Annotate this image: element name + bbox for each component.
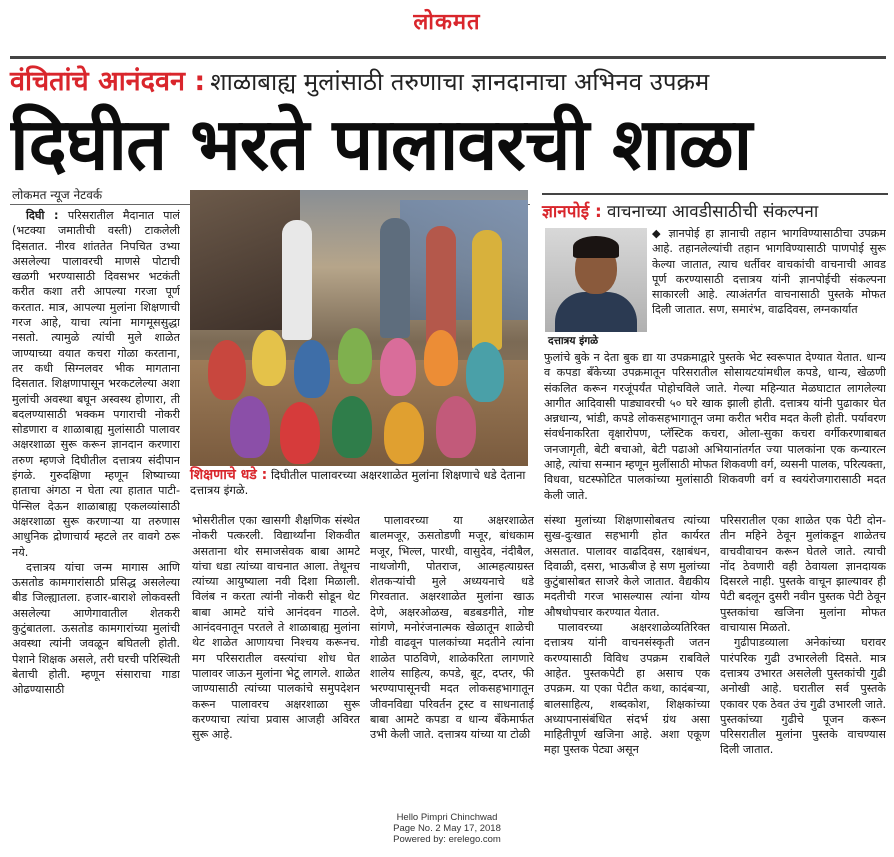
sidebar-text-bottom bbox=[544, 350, 886, 508]
article-column-3 bbox=[370, 513, 534, 806]
photo-child bbox=[384, 402, 424, 464]
article-paragraph: भोसरीतील एका खासगी शैक्षणिक संस्थेत नोकरी पत्करली. विद्यार्थ्यांना शिकवीत असताना थोर समाजसेवक बाबा आमटे यांचा धडा त्यांच्या वाचनात आला. तेथूनच त्यांच्या आयुष्याला नवी दिशा मिळाली. विलंब न करता त्यांनी नोकरी सोडून थेट बाबा आमटे यांचे आनंदवन गाठले. आनंदवनातून परतले ते शाळाबाह्य मुलांना थेट शाळेत आणायचा निश्चय करूनच. मग परिसरातील वस्त्यांचा शोध घेत पालावर जाऊन मुलांना भेटू लागले. शाळेत जाण्यासाठी त्यांच्या पालकांचे समुपदेशन करून पालावरच अक्षरशाळा सुरू करण्याचा त्यांचा प्रवास आजही अविरत सुरू आहे. bbox=[192, 514, 360, 742]
photo-child bbox=[332, 396, 372, 458]
photo-child bbox=[252, 330, 286, 386]
sidebar-title: वाचनाच्या आवडीसाठीची संकल्पना bbox=[606, 202, 819, 222]
photo-child bbox=[208, 340, 246, 400]
sidebar-paragraph: ◆ ज्ञानपोई हा ज्ञानाची तहान भागविण्यासाठीचा उपक्रम आहे. तहानलेल्यांची तहान भागविण्यासाठी पाणपोई सुरू केल्या जातात, त्याच धर्तीवर वाचकांची वाचनाची आवड पूर्ण करण्यासाठी दत्तात्रय यांनी ज्ञानपोईची संकल्पना साकारली आहे. त्याअंतर्गत वाचनासाठी पुस्तके मोफत दिली जातात. सण, समारंभ, वाढदिवस, लग्नकार्यात bbox=[652, 227, 886, 317]
sidebar-text-top bbox=[652, 226, 886, 346]
footer-page-date: Page No. 2 May 17, 2018 bbox=[393, 823, 501, 834]
photo-child bbox=[424, 330, 458, 386]
caption-text: दिघीतील पालावरच्या अक्षरशाळेत मुलांना शिक्षणाचे धडे देताना दत्तात्रय इंगळे. bbox=[190, 468, 526, 497]
portrait-hair bbox=[573, 236, 619, 258]
dateline: दिघी : bbox=[26, 209, 59, 222]
photo-child bbox=[380, 338, 416, 396]
page-footer bbox=[0, 812, 894, 845]
photo-tarp bbox=[400, 200, 528, 320]
article-photo bbox=[190, 190, 528, 466]
article-column-2 bbox=[192, 513, 360, 806]
article-column-5 bbox=[720, 513, 886, 806]
byline: लोकमत न्यूज नेटवर्क bbox=[12, 188, 103, 202]
sidebar-paragraph: फुलांचे बुके न देता बुक द्या या उपक्रमाद्वारे पुस्तके भेट स्वरूपात देण्यात येतात. धान्य व कपडा बँकेच्या उपक्रमातून परिसरातील सोसायटयांमधील कपडे, धान्य, खेळणी संकलित करून गरजूंपर्यंत पोहोचविले जाते. गेल्या महिन्यात मेळघाटात लागलेल्या आगीत आदिवासी पाड्यावरची ५० घरे खाक झाली होती. दत्तात्रय यांनी पुढाकार घेत अन्नधान्य, भांडी, कपडे लोकसहभागातून जमा करीत भरीव मदत केली होती. पर्यावरण संवर्धनाकरिता वृक्षारोपण, प्लॅस्टिक कचरा, ओला-सुका कचरा वर्गीकरणाबाबत जनजागृती, बेटी बचाओ, बेटी पढाओ अभियानांतर्गत ज्या पालकांना एक कन्यारत्न आहे, त्यांचा सन्मान म्हणून मुलींसाठी मोफत शिकवणी वर्ग, व्यसनी पालक, परित्यक्ता, विधवा, घटस्फोटित पालकांच्या मुलांसाठी शिकवणी वर्ग व स्वयंरोजगारासाठी मदत केली जाते. bbox=[544, 351, 886, 502]
article-paragraph: गुढीपाडव्याला अनेकांच्या घरावर पारंपरिक गुढी उभारलेली दिसते. मात्र दत्तात्रय उभारत असलेली पुस्तकांची गुढी अनोखी आहे. घरातील सर्व पुस्तके एकावर एक ठेवत उंच गुढी उभारली जाते. पुस्तकांच्या गुढीचे पूजन करून परिसरातील मुलांना पुस्तके वाचण्यास दिली जातात. bbox=[720, 636, 886, 757]
photo-adult bbox=[426, 226, 456, 346]
kicker-line bbox=[10, 56, 886, 96]
article-paragraph: परिसरातील एका शाळेत एक पेटी दोन-तीन महिने ठेवून मुलांकडून शाळेतच वाचवीवाचन करून घेतले जाते. त्याची नोंद ठेवणारी वही ठेवायला ज्ञानदायक दिसरले नाही. पुस्तके वाचून झाल्यावर ही पेटी बदलून दुसरी नवीन पुस्तक पेटी ठेवून पुस्तकांचा खजिना मुलांना मोफत वाचायास मिळतो. bbox=[720, 514, 886, 635]
portrait-photo bbox=[545, 228, 647, 332]
caption-tag: शिक्षणाचे धडे : bbox=[190, 467, 268, 483]
article-paragraph: संस्था मुलांच्या शिक्षणासोबतच त्यांच्या सुख-दुःखात सहभागी होत कार्यरत असतात. पालावर वाढदिवस, रक्षाबंधन, दिवाळी, दसरा, भाऊबीज हे सण मुलांच्या कुटुंबासोबत साजरे केले जातात. वैद्यकीय मदतीची गरज भासल्यास त्यांना योग्य औषधोपचार करण्यात येतात. bbox=[544, 514, 710, 619]
photo-child bbox=[338, 328, 372, 384]
portrait-shirt bbox=[555, 292, 637, 332]
article-paragraph: पालावरच्या अक्षरशाळेव्यतिरिक्त दत्तात्रय यांनी वाचनसंस्कृती जतन करण्यासाठी विविध उपक्रम राबविले आहेत. पुस्तकपेटी हा असाच एक उपक्रम. या एका पेटीत कथा, कादंबऱ्या, बालसाहित्य, शब्दकोश, शिक्षकांच्या अध्यापनासंबंधित संदर्भ ग्रंथ असा माहितीपूर्ण खजिना आहे. अशा एकूण महा पुस्तक पेट्या असून bbox=[544, 621, 710, 757]
photo-adult bbox=[380, 218, 410, 338]
photo-child bbox=[436, 396, 476, 458]
sidebar-heading bbox=[542, 193, 888, 222]
article-column-4 bbox=[544, 513, 710, 806]
article-paragraph: दत्तात्रय यांचा जन्म मागास आणि ऊसतोड कामगारांसाठी प्रसिद्ध असलेल्या बीड जिल्ह्यातला. हजार-बाराशे लोकवस्ती असलेल्या आणेगावातील शेतकरी कुटुंबातला. ऊसतोड कामगारांच्या मुलांची अवस्था त्यांनी जवळून बघितली होती. पेशाने शिक्षक असले, तरी घरची परिस्थिती बेताची होती. म्हणून संसाराचा गाडा ओढण्यासाठी bbox=[12, 560, 180, 697]
masthead-logo: लोकमत bbox=[413, 10, 481, 35]
photo-child bbox=[294, 340, 330, 398]
photo-teacher bbox=[282, 220, 312, 340]
photo-child bbox=[466, 342, 504, 402]
article-paragraph: परिसरातील मैदानात पालं (भटक्या जमातीची वस्ती) टाकलेली दिसतात. नीरव शांततेत निपचित उभ्या असलेल्या पालावरची माणसे पोटाची खळगी भरण्यासाठी दिवसभर भटकंती करीत कशा तरी आपल्या गरजा पूर्ण करतात. मात्र, आपल्या मुलांना शिक्षणाची गरज आहे, याचा त्यांना मागमूससुद्धा नसतो. त्यामुळे त्यांची मुले शाळेत जाण्याच्या वयात कचरा गोळा करताना, तर कधी सिग्नलवर भीक मागताना दिसतात. शिक्षणापासून भरकटलेल्या अशा मुलांची अवस्था बघून अस्वस्थ होणारा, ती बदलण्यासाठी भक्कम पगाराची नोकरी सोडणारा व शाळाबाह्य मुलांसाठी पालावर अक्षरशाळा सुरू करून ज्ञानदान करणारा तरुण म्हणजे दिघीतील दत्तात्रय संदीपान इंगळे. गुरुदक्षिणा म्हणून शिष्याच्या हाताचा अंगठा न घेता त्या हातात पाटी-पेन्सिल देऊन शाळाबाह्य एकलव्यांसाठी अक्षरशाळा सुरू करणाऱ्या या तरुणास आधुनिक द्रोणाचार्य म्हटले तर वावगे ठरू नये. bbox=[12, 209, 180, 559]
photo-child bbox=[230, 396, 270, 458]
footer-powered-by: Powered by: erelego.com bbox=[393, 834, 501, 845]
photo-child bbox=[280, 402, 320, 464]
headline: दिघीत भरते पालावरची शाळा bbox=[10, 103, 752, 185]
portrait-caption: दत्तात्रय इंगळे bbox=[548, 335, 599, 347]
kicker-tag: वंचितांचे आनंदवन : bbox=[10, 66, 206, 97]
photo-adult bbox=[472, 230, 502, 350]
sidebar-tag: ज्ञानपोई : bbox=[542, 202, 602, 222]
footer-publication: Hello Pimpri Chinchwad bbox=[396, 812, 498, 823]
article-column-1 bbox=[12, 208, 180, 806]
kicker-subhead: शाळाबाह्य मुलांसाठी तरुणाचा ज्ञानदानाचा अभिनव उपक्रम bbox=[210, 68, 710, 96]
photo-caption bbox=[190, 468, 528, 504]
article-paragraph: पालावरच्या या अक्षरशाळेत बालमजूर, ऊसतोडणी मजूर, बांधकाम मजूर, भिल्ल, पारधी, वासुदेव, नंदीबैल, नाथजोगी, पोतराज, आत्महत्याग्रस्त शेतकऱ्यांची मुले अध्ययनाचे धडे गिरवतात. अक्षरशाळेत मुलांना खाऊ देणे, अक्षरओळख, बडबडगीते, गोष्ट सांगणे, मनोरंजनात्मक खेळातून शाळेची गोडी वाढवून पालकांच्या मदतीने त्यांना शाळेत पाठविणे, शाळेकरिता लागणारे शालेय साहित्य, कपडे, बूट, दप्तर, फी भरण्यापासूनची मदत लोकसहभागातून जीवनविद्या परिवर्तन ट्रस्ट व साधनाताई बाबा आमटे कपडा व धान्य बँकेमार्फत उभी केली जाते. दत्तात्रय यांच्या या टोळी bbox=[370, 514, 534, 742]
